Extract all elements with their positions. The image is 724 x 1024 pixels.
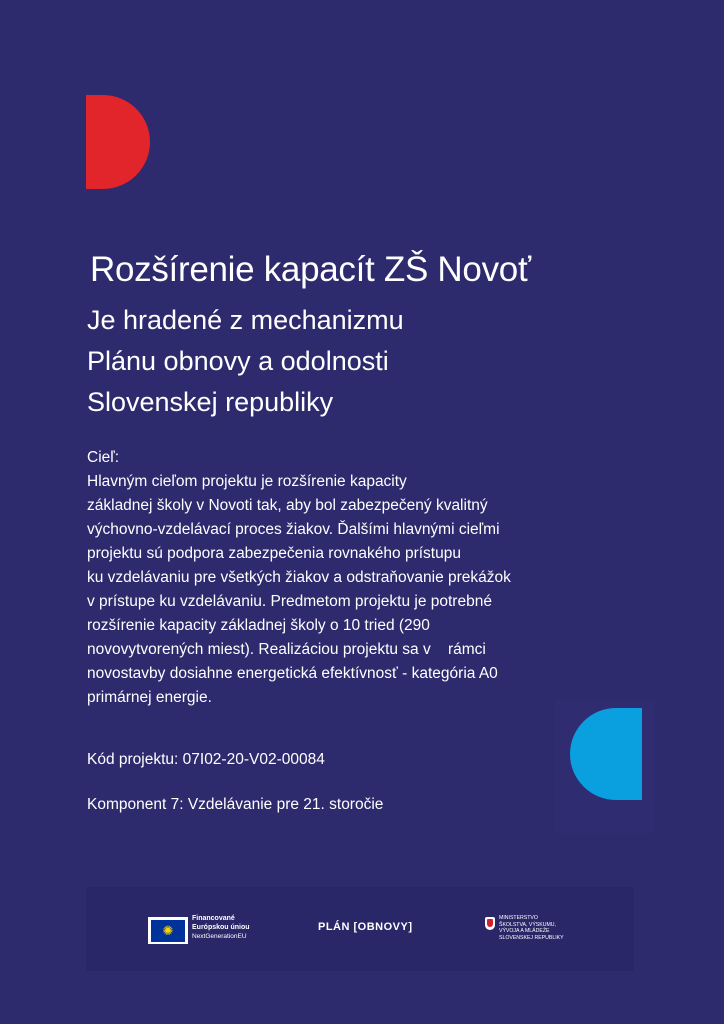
eu-funding-label: [192, 914, 250, 941]
project-code: Kód projektu: 07I02-20-V02-00084: [87, 751, 325, 768]
goal-label: Cieľ:: [87, 449, 120, 466]
ministry-line: SLOVENSKEJ REPUBLIKY: [499, 934, 564, 941]
goal-text-line: projektu sú podpora zabezpečenia rovnakého prístupu: [87, 545, 461, 562]
goal-text-line: novostavby dosiahne energetická efektívnosť - kategória A0: [87, 665, 498, 682]
eu-line3: NextGenerationEU: [192, 933, 247, 940]
eu-flag-icon: [148, 917, 188, 944]
subtitle-line: Je hradené z mechanizmu: [87, 305, 404, 335]
goal-text-line: rozšírenie kapacity základnej školy o 10 tried (290: [87, 617, 430, 634]
subtitle-line: Plánu obnovy a odolnosti: [87, 346, 389, 376]
footer-logos: [86, 887, 634, 971]
ministry-line: MINISTERSTVO: [499, 915, 538, 921]
eu-line1: Financované: [192, 915, 235, 922]
goal-text-line: Hlavným cieľom projektu je rozšírenie kapacity: [87, 473, 407, 490]
goal-section: [87, 446, 607, 710]
goal-text-line: základnej školy v Novoti tak, aby bol zabezpečený kvalitný: [87, 497, 488, 514]
ministry-line: ŠKOLSTVA, VÝSKUMU,: [499, 921, 556, 928]
goal-text-line: ku vzdelávaniu pre všetkých žiakov a odstraňovanie prekážok: [87, 569, 511, 586]
subtitle: [87, 300, 537, 423]
slovak-crest-icon: [485, 917, 495, 930]
goal-text-line: primárnej energie.: [87, 689, 212, 706]
ministry-line: VÝVOJA A MLÁDEŽE: [499, 928, 550, 934]
page-title: Rozšírenie kapacít ZŠ Novoť: [90, 250, 531, 289]
eu-stars-icon: ✺: [151, 920, 185, 942]
goal-text-line: výchovno-vzdelávací proces žiakov. Ďalšími hlavnými cieľmi: [87, 521, 500, 538]
eu-line2: Európskou úniou: [192, 924, 250, 931]
goal-text-line: v prístupe ku vzdelávaniu. Predmetom projektu je potrebné: [87, 593, 492, 610]
subtitle-line: Slovenskej republiky: [87, 387, 334, 417]
red-half-circle-decoration: [86, 95, 150, 189]
ministry-logo-text: [499, 915, 564, 941]
component-text: Komponent 7: Vzdelávanie pre 21. storočie: [87, 796, 384, 813]
goal-text-line: novovytvorených miest). Realizáciou projektu sa v rámci: [87, 641, 486, 658]
plan-obnovy-logo: PLÁN [OBNOVY]: [318, 921, 413, 933]
